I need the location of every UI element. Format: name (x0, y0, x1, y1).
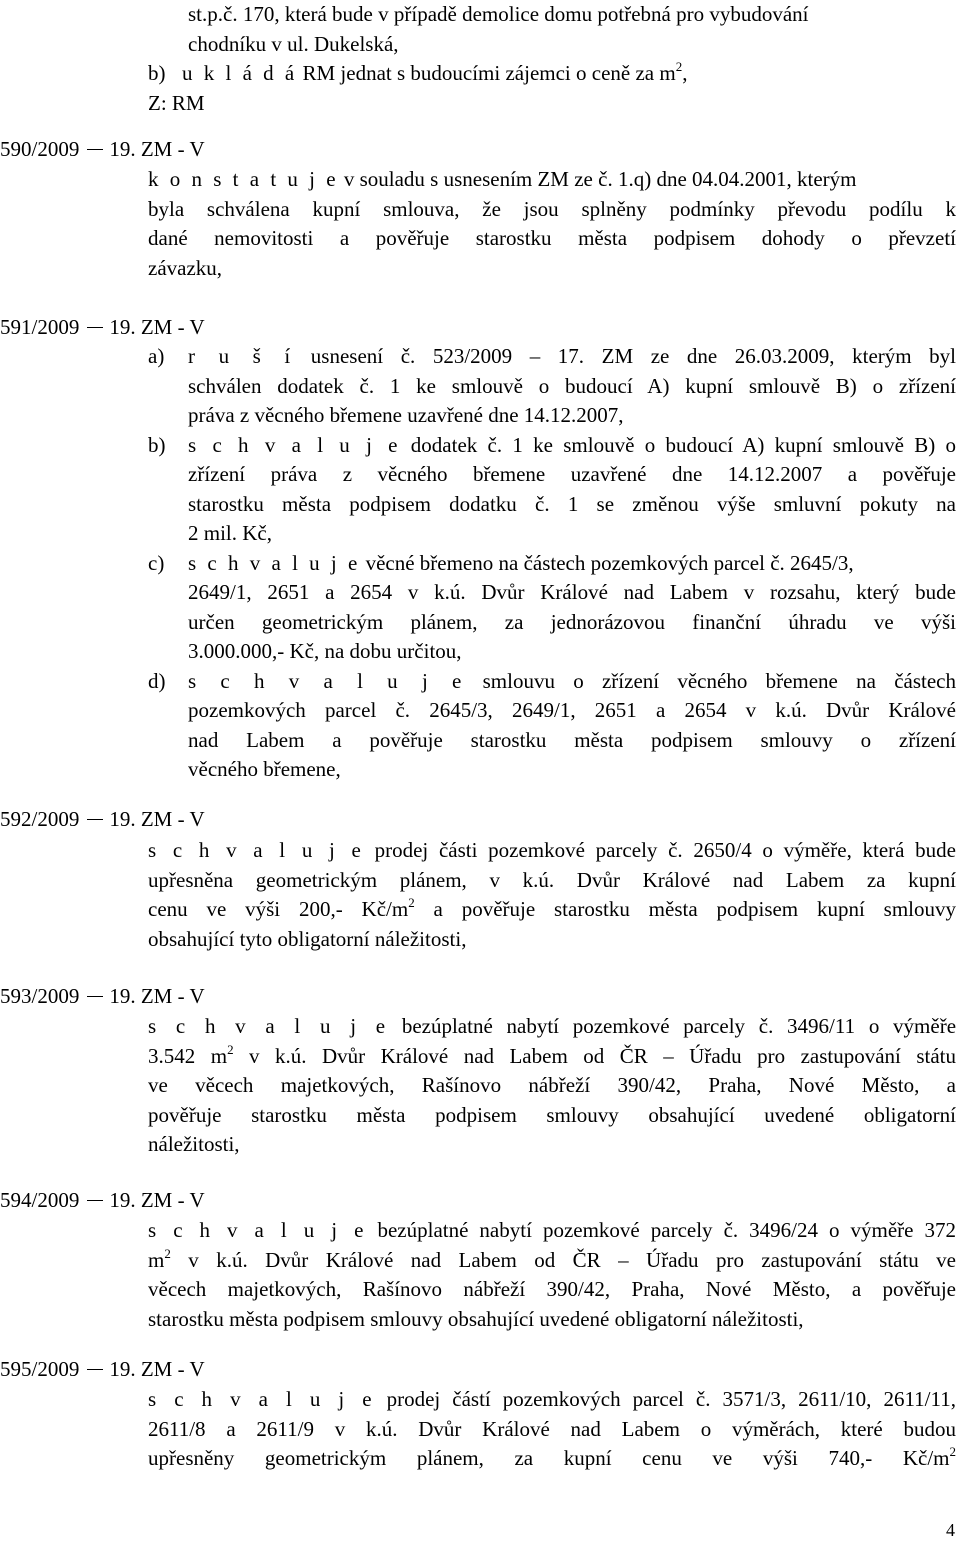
text-line: st.p.č. 170, která bude v případě demolice domu potřebná pro vybudování (188, 2, 809, 26)
text-line: pověřuje starostku města podpisem smlouvy obsahující uvedené obligatorní (148, 1102, 956, 1127)
text-line: náležitosti, (148, 1132, 240, 1156)
text-line: chodníku v ul. Dukelská, (188, 31, 399, 56)
item-b-top: b) u k l á d á RM jednat s budoucími zájemci o ceně za $m^2$, Z: RM (148, 59, 958, 118)
item-label: d) (148, 668, 166, 693)
text-line: upřesněna geometrickým plánem, v k.ú. Dvůr Králové nad Labem za kupní (148, 867, 956, 892)
page-number: 4 (946, 1520, 955, 1540)
resolution-593: 593/2009 19. ZM - V s c h v a l u j e bezúplatné nabytí pozemkové parcely č. 3496/11 o výměře 3.542 $m^2$ v k.ú. Dvůr Králové nad Labem od ČR – Úřadu pro zastupování státu ve věcech majetkových, Rašínovo nábřeží 390/42, Praha, Nové Město, a pověřuje starostku města podpisem smlouvy obsahující uvedené obligatorní náležitosti, (0, 982, 960, 1012)
resolution-verb: k o n s t a t u j e (148, 167, 339, 191)
dash (87, 1200, 103, 1201)
item-c: c) s c h v a l u j e věcné břemeno na částech pozemkových parcel č. 2645/3, 2649/1, 2651 a 2654 v k.ú. Dvůr Králové nad Labem v rozsahu, který bude určen geometrickým plánem, za jednorázovou finanční úhradu ve výši 3.000.000,- Kč, na dobu určitou, (148, 549, 956, 667)
resolution-591 (0, 313, 960, 781)
dash (87, 149, 103, 150)
text-line: ve věcech majetkových, Rašínovo nábřeží 390/42, Praha, Nové Město, a (148, 1073, 956, 1097)
text-line: dané nemovitosti a pověřuje starostku města podpisem dohody o převzetí (148, 226, 956, 250)
superscript: 2 (164, 1245, 171, 1261)
resolution-verb: s c h v a l u j e (148, 1387, 375, 1411)
resolution-595: 595/2009 19. ZM - V s c h v a l u j e prodej částí pozemkových parcel č. 3571/3, 2611/10, 2611/11, 2611/8 a 2611/9 v k.ú. Dvůr Králové nad Labem o výměrách, které budou upřesněny geometrickým plánem, za kupní cenu ve výši 740,- $Kč/m^2$ (0, 1355, 960, 1385)
responsible: Z: RM (148, 90, 205, 115)
session-label: 19. ZM - V (109, 1357, 205, 1381)
text-segment: RM jednat s budoucími zájemci o ceně za m (302, 61, 676, 85)
resolution-verb: u k l á d á (182, 61, 298, 85)
text-line: obsahující tyto obligatorní náležitosti, (148, 926, 467, 951)
superscript: 2 (675, 59, 683, 74)
superscript: 2 (408, 895, 415, 910)
resolution-header (0, 805, 960, 835)
superscript: 2 (949, 1444, 956, 1459)
resolution-verb: s c h v a l u j e (188, 668, 465, 693)
text-line: nad Labem a pověřuje starostku města podpisem smlouvy o zřízení (188, 727, 956, 752)
item-b: b) s c h v a l u j e dodatek č. 1 ke smlouvě o budoucí A) kupní smlouvě B) o zřízení práva z věcného břemene uzavřené dne 14.12.2007 a pověřuje starostku města podpisem dodatku č. 1 se změnou výše smluvní pokuty na 2 mil. Kč, (148, 431, 956, 549)
dash (87, 819, 103, 820)
text-line: věcného břemene, (188, 757, 341, 781)
text-line: zřízení práva z věcného břemene uzavřené dne 14.12.2007 a pověřuje (188, 462, 956, 486)
item-a: a) r u š í usnesení č. 523/2009 – 17. ZM ze dne 26.03.2009, kterým byl schválen dodatek č. 1 ke smlouvě o budoucí A) kupní smlouvě B) o zřízení práva z věcného břemene uzavřené dne 14.12.2007, (148, 342, 956, 431)
text-line: práva z věcného břemene uzavřené dne 14.12.2007, (188, 403, 624, 427)
session-label: 19. ZM - V (109, 807, 205, 831)
session-label: 19. ZM - V (109, 984, 205, 1008)
text-line: 2611/8 a 2611/9 v k.ú. Dvůr Králové nad Labem o výměrách, které budou (148, 1416, 956, 1441)
text-line: věcech majetkových, Rašínovo nábřeží 390/42, Praha, Nové Město, a pověřuje (148, 1277, 956, 1301)
item-label: a) (148, 344, 165, 368)
resolution-number: 593/2009 (0, 984, 80, 1008)
text-line: starostku města podpisem smlouvy obsahující uvedené obligatorní náležitosti, (148, 1306, 804, 1331)
resolution-number: 591/2009 (0, 315, 80, 339)
resolution-number: 594/2009 (0, 1188, 80, 1212)
text-line: starostku města podpisem dodatku č. 1 se změnou výše smluvní pokuty na (188, 491, 956, 516)
text-line: schválen dodatek č. 1 ke smlouvě o budoucí A) kupní smlouvě B) o zřízení (188, 373, 956, 398)
session-label: 19. ZM - V (109, 137, 205, 161)
resolution-header (0, 1186, 960, 1216)
resolution-verb: s c h v a l u j e (148, 838, 364, 862)
item-label: b) (148, 432, 166, 457)
text-line: 2649/1, 2651 a 2654 v k.ú. Dvůr Králové nad Labem v rozsahu, který bude (188, 580, 956, 604)
resolution-verb: r u š í (188, 344, 294, 368)
superscript: 2 (227, 1041, 234, 1057)
resolution-number: 592/2009 (0, 807, 80, 831)
text-line: 3.000.000,- Kč, na dobu určitou, (188, 639, 462, 663)
session-label: 19. ZM - V (109, 1188, 205, 1212)
resolution-590: 590/2009 19. ZM - V k o n s t a t u j e v souladu s usnesením ZM ze č. 1.q) dne 04.04.2001, kterým byla schválena kupní smlouva, že jsou splněny podmínky převodu podílu k dané nemovitosti a pověřuje starostku města podpisem dohody o převzetí závazku, (0, 135, 960, 165)
resolution-verb: s c h v a l u j e (188, 432, 401, 457)
resolution-verb: s c h v a l u j e (148, 1014, 389, 1038)
resolution-header (0, 313, 960, 343)
text-line: závazku, (148, 255, 223, 280)
text-line: byla schválena kupní smlouva, že jsou splněny podmínky převodu podílu k (148, 196, 956, 221)
text-line: pozemkových parcel č. 2645/3, 2649/1, 2651 a 2654 v k.ú. Dvůr Králové (188, 698, 956, 722)
resolution-header (0, 1355, 960, 1385)
continuation-block (188, 0, 958, 59)
item-label: b) (148, 61, 166, 85)
resolution-592: 592/2009 19. ZM - V s c h v a l u j e prodej části pozemkové parcely č. 2650/4 o výměře, která bude upřesněna geometrickým plánem, v k.ú. Dvůr Králové nad Labem za kupní cenu ve výši 200,- $Kč/m^2$ a pověřuje starostku města podpisem kupní smlouvy obsahující tyto obligatorní náležitosti, (0, 805, 960, 835)
item-label: c) (148, 550, 165, 575)
resolution-number: 595/2009 (0, 1357, 80, 1381)
dash (87, 1369, 103, 1370)
resolution-number: 590/2009 (0, 137, 80, 161)
text-line: 2 mil. Kč, (188, 521, 272, 545)
resolution-header (0, 982, 960, 1012)
item-d: d) s c h v a l u j e smlouvu o zřízení věcného břemene na částech pozemkových parcel č. 2645/3, 2649/1, 2651 a 2654 v k.ú. Dvůr Králové nad Labem a pověřuje starostku města podpisem smlouvy o zřízení věcného břemene, (148, 667, 956, 785)
dash (87, 996, 103, 997)
session-label: 19. ZM - V (109, 315, 205, 339)
resolution-594: 594/2009 19. ZM - V s c h v a l u j e bezúplatné nabytí pozemkové parcely č. 3496/24 o výměře 372 $m^2$ v k.ú. Dvůr Králové nad Labem od ČR – Úřadu pro zastupování státu ve věcech majetkových, Rašínovo nábřeží 390/42, Praha, Nové Město, a pověřuje starostku města podpisem smlouvy obsahující uvedené obligatorní náležitosti, (0, 1186, 960, 1216)
resolution-verb: s c h v a l u j e (148, 1218, 367, 1242)
dash (87, 327, 103, 328)
text-line: určen geometrickým plánem, za jednorázovou finanční úhradu ve výši (188, 609, 956, 634)
resolution-header (0, 135, 960, 165)
resolution-verb: s c h v a l u j e (188, 550, 361, 575)
